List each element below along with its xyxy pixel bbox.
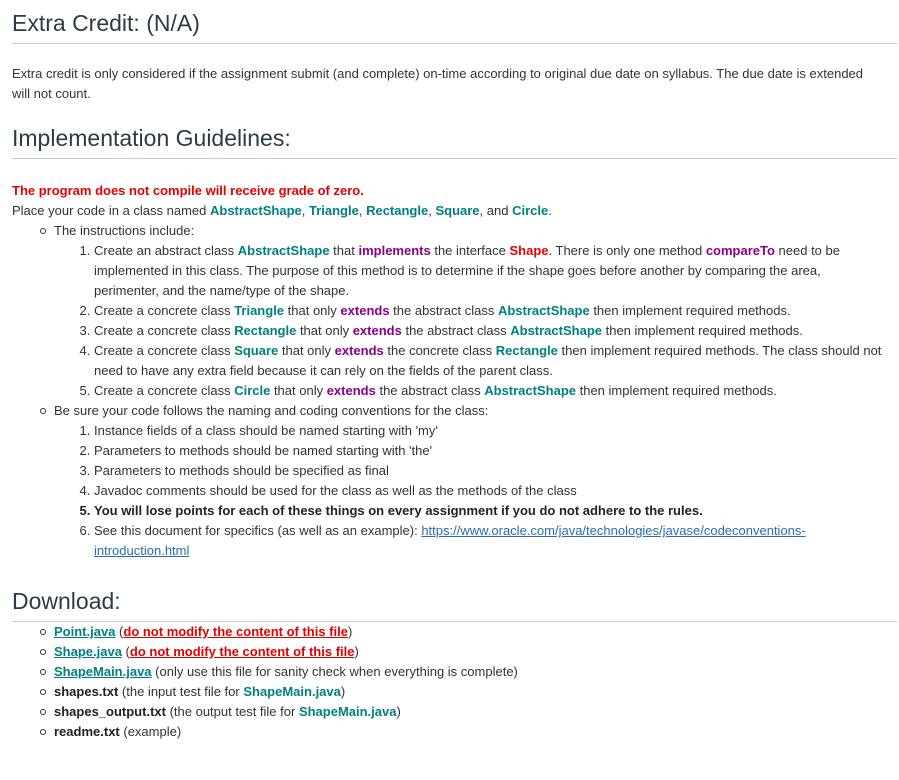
sep: , — [428, 203, 436, 218]
class-abstractshape: AbstractShape — [210, 203, 302, 218]
convention-item: 1. Instance fields of a class should be named starting with 'my' — [94, 421, 887, 441]
text: the concrete class — [383, 343, 496, 358]
conventions-label: Be sure your code follows the naming and coding conventions for the class: — [54, 403, 489, 418]
instructions-label: The instructions include: — [54, 223, 195, 238]
text: ) — [340, 684, 346, 699]
instruction-item — [94, 321, 887, 341]
shapes-output-txt-link[interactable]: shapes_output.txt — [54, 704, 166, 719]
convention-item: 2. Parameters to methods should be named starting with 'the' — [94, 441, 887, 461]
implementation-heading: Implementation Guidelines: — [12, 124, 897, 159]
text: (example) — [119, 724, 182, 739]
instruction-item — [94, 301, 887, 321]
text: Create a concrete class — [94, 383, 235, 398]
class-triangle: Triangle — [308, 203, 359, 218]
shape-java-link[interactable]: Shape.java — [54, 644, 122, 659]
sep: , — [358, 203, 367, 218]
text: then implement required methods. — [589, 303, 791, 318]
text: . There is only one method — [548, 243, 706, 258]
class-ref: Rectangle — [495, 343, 558, 358]
text: ) — [396, 704, 401, 719]
text: Create a concrete class — [94, 343, 235, 358]
text: that only — [278, 343, 335, 358]
convention-item: 4. Javadoc comments should be used for the class as well as the methods of the class — [94, 481, 887, 501]
readme-txt-link[interactable]: readme.txt — [54, 724, 120, 739]
list-item — [54, 221, 887, 401]
text: that only — [270, 383, 327, 398]
oracle-conventions-link[interactable]: https://www.oracle.com/java/technologies/javase/codeconventions-introduction.html — [94, 523, 806, 558]
conventions-list — [54, 421, 887, 561]
class-ref: AbstractShape — [484, 383, 576, 398]
interface-ref: Shape — [509, 243, 549, 258]
text: (the input test file for — [118, 684, 244, 699]
do-not-modify-note: do not modify the content of this file — [129, 644, 355, 659]
point-java-link[interactable]: Point.java — [54, 624, 116, 639]
class-rectangle: Rectangle — [366, 203, 429, 218]
class-ref: AbstractShape — [497, 303, 590, 318]
text: the abstract class — [375, 383, 485, 398]
method-ref: compareTo — [705, 243, 775, 258]
text: ) — [347, 624, 353, 639]
class-square: Square — [435, 203, 480, 218]
text: then implement required methods. — [601, 323, 803, 338]
download-heading: Download: — [12, 587, 897, 622]
text: need to be implemented in this class. The purpose of this method is to determine if the shape goes before another by comparing the area, perimenter, and the name/type of the shape. — [94, 243, 840, 298]
text: ( — [115, 624, 124, 639]
text: that only — [296, 323, 353, 338]
shapes-txt-link[interactable]: shapes.txt — [54, 684, 119, 699]
instruction-item — [94, 341, 887, 381]
class-ref: Triangle — [234, 303, 285, 318]
text: that — [329, 243, 359, 258]
do-not-modify-note: do not modify the content of this file — [123, 624, 348, 639]
class-ref: AbstractShape — [237, 243, 330, 258]
keyword: extends — [340, 303, 390, 318]
download-item — [54, 702, 887, 722]
text: then implement required methods. — [575, 383, 777, 398]
text: the abstract class — [389, 303, 498, 318]
download-item — [54, 662, 887, 682]
text: Create an abstract class — [94, 243, 238, 258]
class-ref: Square — [234, 343, 279, 358]
download-item — [54, 642, 887, 662]
compile-warning: The program does not compile will receive grade of zero. — [12, 183, 364, 198]
text: (the output test file for — [165, 704, 299, 719]
keyword: extends — [334, 343, 384, 358]
text: then implement required methods. The class should not need to have any extra field because it can rely on the fields of the parent class. — [94, 343, 882, 378]
keyword: implements — [358, 243, 431, 258]
text: the abstract class — [401, 323, 511, 338]
class-circle: Circle — [512, 203, 549, 218]
sep: . — [548, 203, 552, 218]
text: Create a concrete class — [94, 323, 235, 338]
place-prefix: Place your code in a class named — [12, 203, 210, 218]
convention-item: 5. You will lose points for each of these things on every assignment if you do not adhere to the rules. — [94, 501, 887, 521]
text: that only — [284, 303, 341, 318]
class-placement-text — [12, 201, 887, 221]
class-ref: ShapeMain.java — [298, 704, 397, 719]
class-ref: ShapeMain.java — [243, 684, 341, 699]
text: the interface — [430, 243, 510, 258]
list-item — [54, 401, 887, 561]
text: See this document for specifics (as well as an example): — [94, 523, 422, 538]
convention-item — [94, 521, 887, 561]
extra-credit-text: Extra credit is only considered if the assignment submit (and complete) on-time according to original due date on syllabus. The due date is extended will not count. — [12, 66, 864, 101]
download-item — [54, 722, 887, 742]
class-ref: AbstractShape — [510, 323, 602, 338]
guidelines-list — [12, 221, 887, 561]
download-item — [54, 622, 887, 642]
download-list — [12, 622, 887, 742]
text: ( — [121, 644, 130, 659]
text: ) — [354, 644, 359, 659]
sep: , and — [479, 203, 513, 218]
class-ref: Rectangle — [234, 323, 297, 338]
keyword: extends — [326, 383, 376, 398]
keyword: extends — [352, 323, 402, 338]
sep: , — [301, 203, 309, 218]
instructions-list — [54, 241, 887, 401]
convention-item: 3. Parameters to methods should be specified as final — [94, 461, 887, 481]
shapemain-java-link[interactable]: ShapeMain.java — [54, 664, 152, 679]
extra-credit-heading: Extra Credit: (N/A) — [12, 0, 897, 44]
text: (only use this file for sanity check when everything is complete) — [151, 664, 518, 679]
class-ref: Circle — [234, 383, 271, 398]
instruction-item — [94, 241, 887, 301]
text: Create a concrete class — [94, 303, 235, 318]
instruction-item — [94, 381, 887, 401]
download-item — [54, 682, 887, 702]
